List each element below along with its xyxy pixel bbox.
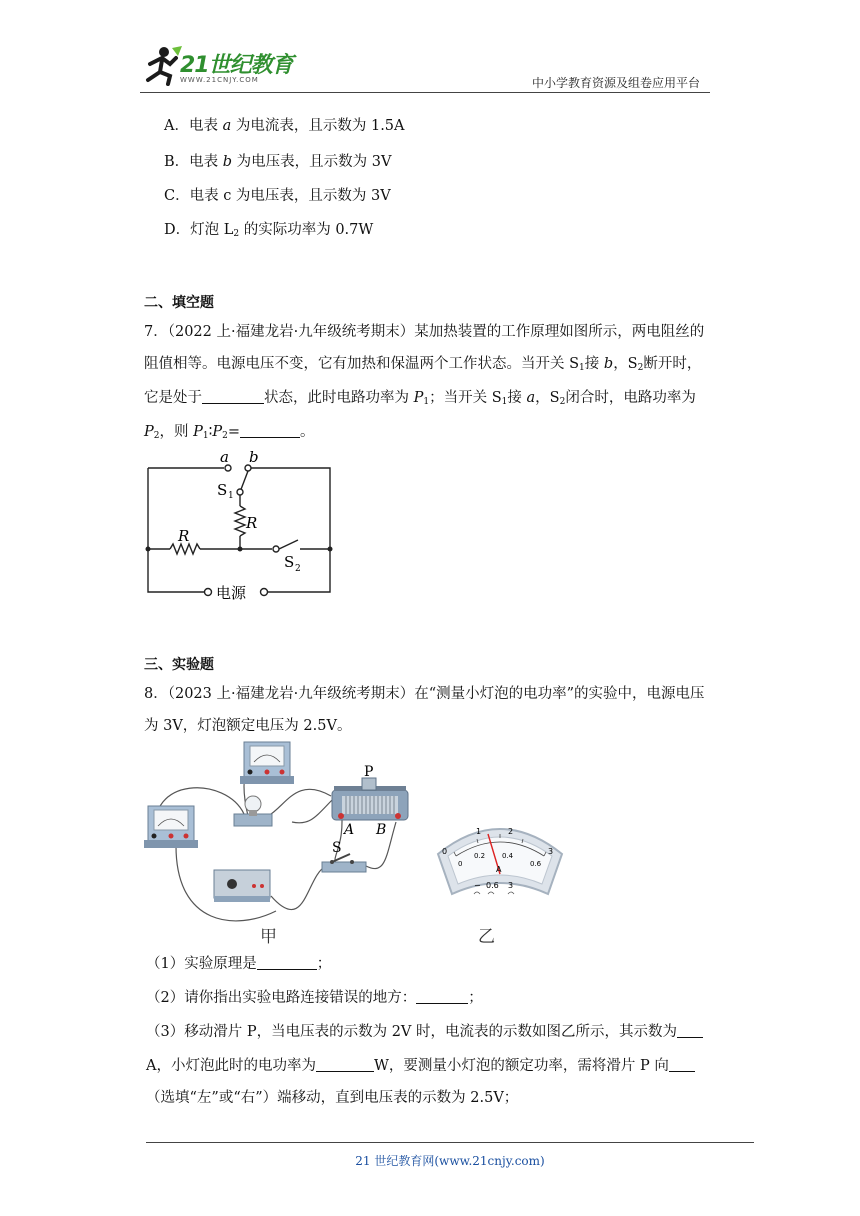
caption-jia: 甲: [260, 927, 277, 946]
q7-line1: 7．（2022 上·福建龙岩·九年级统考期末）某加热装置的工作原理如图所示，两电阻丝的: [144, 324, 705, 340]
answer-blank[interactable]: [240, 423, 300, 438]
rheostat-icon: [332, 778, 408, 820]
logo-text: 21世纪教育: [180, 53, 293, 78]
svg-text:0.4: 0.4: [502, 852, 514, 860]
option-b: B．电表 b 为电压表，且示数为 3V: [164, 154, 392, 170]
svg-text:−: −: [474, 881, 481, 890]
q8-sub2: （2）请你指出实验电路连接错误的地方： ；: [146, 990, 483, 1006]
label-b: b: [249, 450, 259, 466]
answer-blank[interactable]: [257, 955, 317, 970]
label-s: S: [332, 840, 342, 856]
option-d: D．灯泡 $L_2$ 的实际功率为 0.7W: [164, 222, 374, 239]
q8-sub3-line1: （3）移动滑片 P，当电压表的示数为 2V 时，电流表的示数如图乙所示，其示数为: [146, 1022, 703, 1042]
svg-text:A: A: [496, 865, 502, 874]
answer-blank[interactable]: [316, 1057, 374, 1072]
answer-blank[interactable]: [677, 1023, 703, 1038]
label-r-vertical: R: [246, 514, 258, 532]
q7-line2: 阻值相等。电源电压不变，它有加热和保温两个工作状态。当开关 $S_1$接 b，$S_2$断开时，: [144, 356, 702, 373]
label-s2: S: [284, 553, 295, 571]
switch-icon: [322, 854, 366, 872]
answer-blank[interactable]: [202, 389, 264, 404]
q8-sub3-line3: （选填“左”或“右”）端移动，直到电压表的示数为 2.5V；: [146, 1090, 519, 1106]
q8-apparatus-figure: [136, 736, 426, 946]
runner-logo-icon: [140, 44, 184, 86]
svg-text:0: 0: [442, 847, 448, 856]
svg-text:3: 3: [548, 847, 554, 856]
svg-text:3: 3: [508, 881, 514, 890]
q8-sub1: （1）实验原理是 ；: [146, 956, 332, 972]
header-logo: [140, 44, 310, 90]
label-r-horizontal: R: [178, 527, 190, 545]
label-a-terminal: A: [344, 822, 355, 838]
q8-line2: 为 3V，灯泡额定电压为 2.5V。: [144, 718, 352, 734]
lamp-icon: [234, 796, 272, 826]
header-rule: [140, 92, 710, 93]
answer-blank[interactable]: [416, 989, 468, 1004]
q7-line3: 它是处于 状态，此时电路功率为 $P_1$；当开关 $S_1$接 a，$S_2$闭合时，电路功率为: [144, 390, 696, 407]
label-power-supply: 电源: [216, 584, 247, 600]
label-s1: S: [217, 481, 228, 499]
svg-text:1: 1: [476, 827, 482, 836]
section-title-fill-blank: 二、填空题: [144, 295, 214, 311]
footer-text[interactable]: 21 世纪教育网(www.21cnjy.com): [355, 1154, 545, 1168]
platform-title: 中小学教育资源及组卷应用平台: [532, 76, 701, 90]
svg-text:0.6: 0.6: [486, 881, 499, 890]
svg-text:0.2: 0.2: [474, 852, 486, 860]
q8-ammeter-reading-figure: [430, 814, 570, 944]
option-a: A．电表 a 为电流表，且示数为 1.5A: [164, 118, 405, 134]
footer-rule: [146, 1142, 754, 1143]
answer-blank[interactable]: [669, 1057, 695, 1072]
label-p: P: [364, 764, 374, 780]
svg-text:0.6: 0.6: [530, 860, 542, 868]
svg-text:2: 2: [295, 564, 301, 574]
svg-text:2: 2: [508, 827, 514, 836]
q7-line4: $P_2$，则 $P_1∶P_2=$ 。: [144, 424, 315, 441]
svg-text:0: 0: [458, 860, 463, 868]
q7-circuit-diagram: [140, 450, 340, 600]
label-b-terminal: B: [376, 822, 387, 838]
power-supply-icon: [214, 870, 270, 902]
svg-text:1: 1: [228, 491, 234, 501]
section-title-experiment: 三、实验题: [144, 657, 214, 673]
option-c: C．电表 c 为电压表，且示数为 3V: [164, 188, 391, 204]
q8-line1: 8．（2023 上·福建龙岩·九年级统考期末）在“测量小灯泡的电功率”的实验中，电源电压: [144, 686, 705, 702]
caption-yi: 乙: [478, 927, 495, 944]
label-a: a: [220, 450, 229, 466]
q8-sub3-line2: A，小灯泡此时的电功率为 W，要测量小灯泡的额定功率，需将滑片 P 向: [146, 1056, 695, 1076]
logo-url: WWW.21CNJY.COM: [180, 76, 259, 84]
ammeter-icon: [144, 806, 198, 848]
voltmeter-icon: [240, 742, 294, 784]
